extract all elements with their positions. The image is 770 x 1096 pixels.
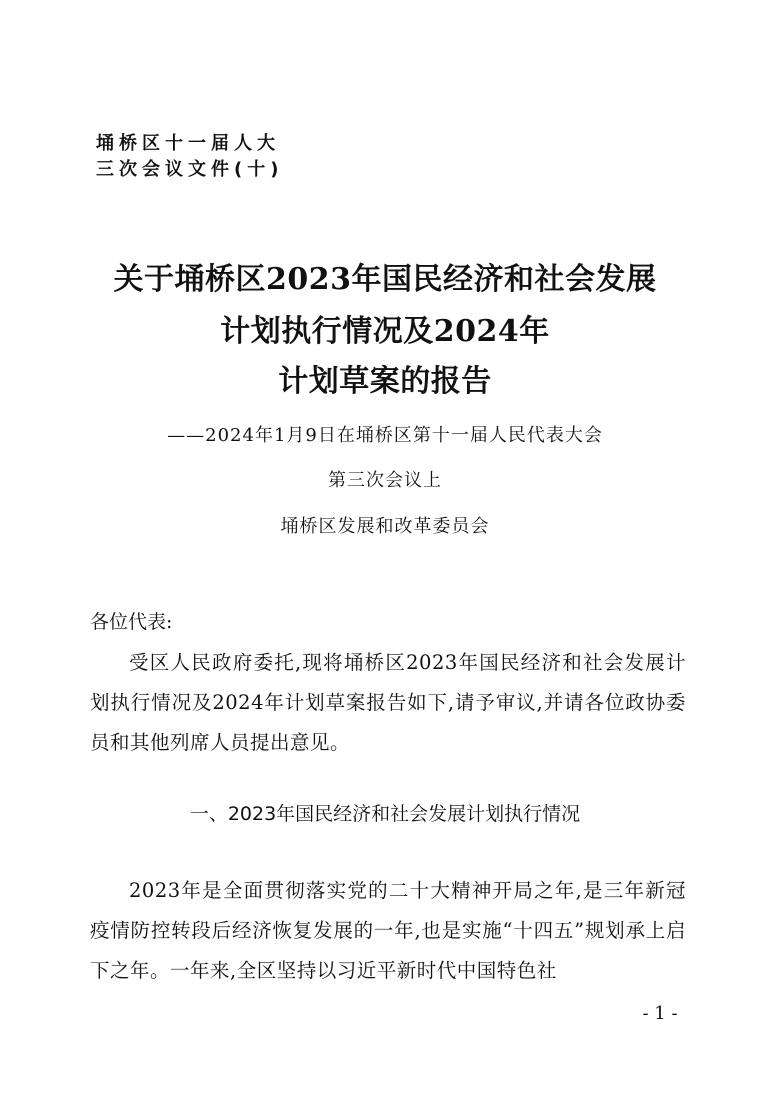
report-title-line2: 计划执行情况及2024年 (220, 314, 550, 349)
section-heading: 一、2023年国民经济和社会发展计划执行情况 (189, 803, 581, 825)
page-number: - 1 - (642, 1003, 678, 1024)
report-title-line1: 关于埇桥区2023年国民经济和社会发展 (113, 262, 657, 297)
intro-paragraph: 受区人民政府委托,现将埇桥区2023年国民经济和社会发展计划执行情况及2024年计划草案报告如下,请予审议,并请各位政协委员和其他列席人员提出意见。 (90, 651, 686, 754)
report-issuer: 埇桥区发展和改革委员会 (280, 516, 490, 537)
salutation: 各位代表: (90, 611, 173, 633)
document-label-line1: 埇桥区十一届人大 (96, 133, 280, 154)
document-label-line2: 三次会议文件(十) (96, 159, 284, 180)
report-dateline: ——2024年1月9日在埇桥区第十一届人民代表大会 (167, 425, 603, 446)
report-session: 第三次会议上 (328, 470, 442, 491)
report-title-line3: 计划草案的报告 (278, 364, 492, 399)
section-paragraph: 2023年是全面贯彻落实党的二十大精神开局之年,是三年新冠疫情防控转段后经济恢复发展的一年,也是实施“十四五”规划承上启下之年。一年来,全区坚持以习近平新时代中国特色社 (90, 879, 686, 982)
